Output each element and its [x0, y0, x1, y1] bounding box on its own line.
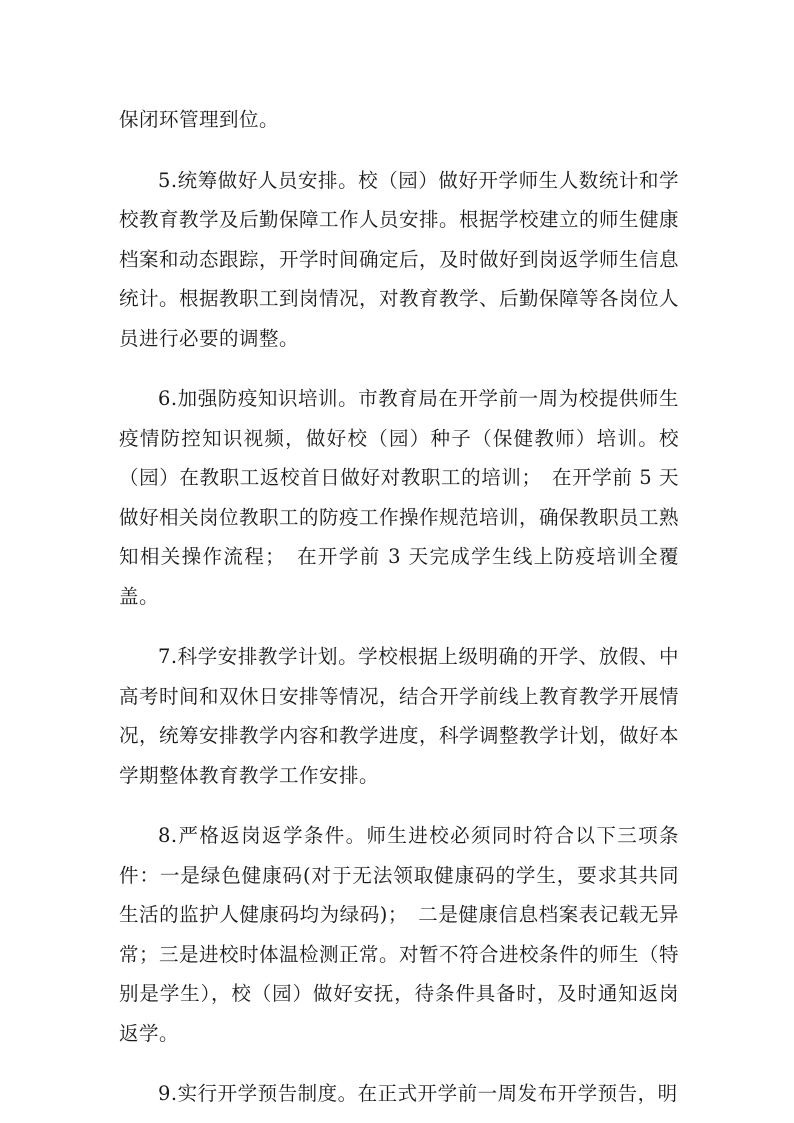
paragraph-continuation: 保闭环管理到位。 [119, 108, 280, 131]
paragraph-item-8: 8.严格返岗返学条件。师生进校必须同时符合以下三项条件：一是绿色健康码(对于无法领取健康码的学生，要求其共同生活的监护人健康码均为绿码)； 二是健康信息档案表记载无异常；三是进校时体温检测正常。对暂不符合进校条件的师生（特别是学生），校（园）做好安抚，待条件具备时，及时通知返岗返学。 [119, 824, 680, 1045]
document-body [119, 100, 679, 1114]
paragraph-item-9: 9.实行开学预告制度。在正式开学前一周发布开学预告，明 [158, 1082, 678, 1105]
paragraph-item-5: 5.统筹做好人员安排。校（园）做好开学师生人数统计和学校教育教学及后勤保障工作人员安排。根据学校建立的师生健康档案和动态跟踪，开学时间确定后，及时做好到岗返学师生信息统计。根据教职工到岗情况，对教育教学、后勤保障等各岗位人员进行必要的调整。 [119, 168, 680, 350]
paragraph-item-6: 6.加强防疫知识培训。市教育局在开学前一周为校提供师生疫情防控知识视频，做好校（园）种子（保健教师）培训。校（园）在教职工返校首日做好对教职工的培训； 在开学前 5 天做好相关岗位教职工的防疫工作操作规范培训，确保教职员工熟知相关操作流程； 在开学前 3 天完成学生线上防疫培训全覆盖。 [119, 387, 680, 608]
paragraph-item-7: 7.科学安排教学计划。学校根据上级明确的开学、放假、中高考时间和双休日安排等情况，结合开学前线上教育教学开展情况，统筹安排教学内容和教学进度，科学调整教学计划，做好本学期整体教育教学工作安排。 [119, 645, 680, 787]
